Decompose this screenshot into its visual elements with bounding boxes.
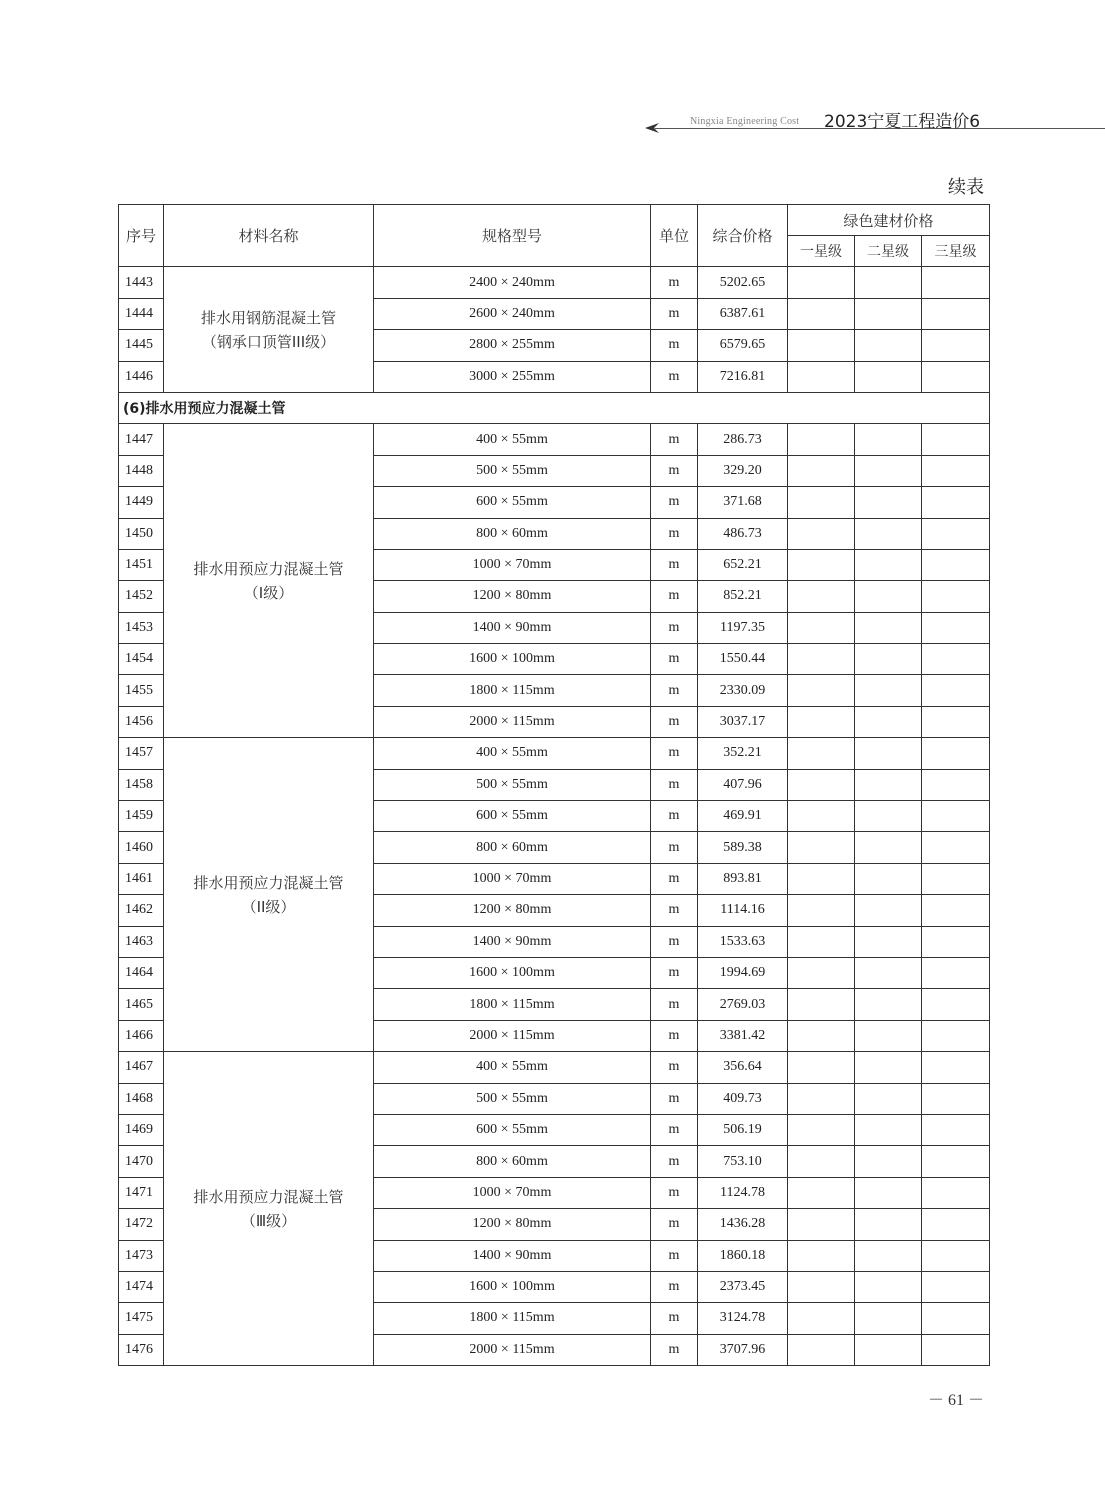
cell-unit: m xyxy=(651,895,698,926)
cell-spec: 2000 × 115mm xyxy=(374,1020,651,1051)
cell-spec: 600 × 55mm xyxy=(374,801,651,832)
cell-two-star xyxy=(855,267,922,298)
cell-unit: m xyxy=(651,455,698,486)
table-row xyxy=(119,267,990,298)
header-material-name: 材料名称 xyxy=(164,205,374,267)
cell-spec: 1800 × 115mm xyxy=(374,675,651,706)
cell-three-star xyxy=(922,424,990,455)
cell-one-star xyxy=(788,424,855,455)
cell-seq: 1473 xyxy=(119,1240,164,1271)
cell-one-star xyxy=(788,957,855,988)
cell-two-star xyxy=(855,1114,922,1145)
cell-seq: 1472 xyxy=(119,1209,164,1240)
header-two-star: 二星级 xyxy=(855,236,922,267)
cell-one-star xyxy=(788,895,855,926)
cell-one-star xyxy=(788,706,855,737)
material-price-table xyxy=(118,204,990,1366)
table-row xyxy=(119,1052,990,1083)
cell-price: 1550.44 xyxy=(698,644,788,675)
cell-unit: m xyxy=(651,1303,698,1334)
cell-unit: m xyxy=(651,1114,698,1145)
cell-price: 3707.96 xyxy=(698,1334,788,1365)
cell-unit: m xyxy=(651,675,698,706)
cell-seq: 1458 xyxy=(119,769,164,800)
cell-three-star xyxy=(922,1083,990,1114)
cell-seq: 1452 xyxy=(119,581,164,612)
cell-three-star xyxy=(922,518,990,549)
cell-unit: m xyxy=(651,1271,698,1302)
cell-one-star xyxy=(788,298,855,329)
cell-spec: 1800 × 115mm xyxy=(374,989,651,1020)
cell-three-star xyxy=(922,1177,990,1208)
material-name-line2: （I级） xyxy=(243,583,294,602)
header-one-star: 一星级 xyxy=(788,236,855,267)
cell-three-star xyxy=(922,644,990,675)
cell-price: 652.21 xyxy=(698,549,788,580)
cell-three-star xyxy=(922,1146,990,1177)
cell-three-star xyxy=(922,330,990,361)
cell-two-star xyxy=(855,1052,922,1083)
cell-unit: m xyxy=(651,957,698,988)
cell-one-star xyxy=(788,267,855,298)
cell-two-star xyxy=(855,361,922,392)
cell-three-star xyxy=(922,1209,990,1240)
cell-two-star xyxy=(855,644,922,675)
cell-spec: 1800 × 115mm xyxy=(374,1303,651,1334)
section-title: (6)排水用预应力混凝土管 xyxy=(119,392,990,423)
cell-spec: 1600 × 100mm xyxy=(374,644,651,675)
cell-seq: 1464 xyxy=(119,957,164,988)
cell-three-star xyxy=(922,1114,990,1145)
cell-seq: 1475 xyxy=(119,1303,164,1334)
cell-spec: 800 × 60mm xyxy=(374,832,651,863)
cell-spec: 1400 × 90mm xyxy=(374,1240,651,1271)
cell-price: 1994.69 xyxy=(698,957,788,988)
journal-english-title: Ningxia Engineering Cost xyxy=(690,116,800,127)
journal-chinese-title: 2023宁夏工程造价6 xyxy=(824,112,981,132)
cell-unit: m xyxy=(651,330,698,361)
cell-three-star xyxy=(922,863,990,894)
cell-three-star xyxy=(922,1240,990,1271)
cell-price: 356.64 xyxy=(698,1052,788,1083)
cell-unit: m xyxy=(651,1052,698,1083)
cell-unit: m xyxy=(651,1177,698,1208)
cell-two-star xyxy=(855,738,922,769)
header-price: 综合价格 xyxy=(698,205,788,267)
cell-spec: 600 × 55mm xyxy=(374,487,651,518)
cell-unit: m xyxy=(651,549,698,580)
cell-three-star xyxy=(922,675,990,706)
cell-two-star xyxy=(855,487,922,518)
cell-three-star xyxy=(922,612,990,643)
cell-one-star xyxy=(788,1240,855,1271)
cell-three-star xyxy=(922,895,990,926)
table-row xyxy=(119,424,990,455)
cell-one-star xyxy=(788,1052,855,1083)
cell-price: 893.81 xyxy=(698,863,788,894)
cell-one-star xyxy=(788,1083,855,1114)
cell-one-star xyxy=(788,1177,855,1208)
cell-seq: 1451 xyxy=(119,549,164,580)
cell-price: 329.20 xyxy=(698,455,788,486)
cell-spec: 500 × 55mm xyxy=(374,769,651,800)
cell-two-star xyxy=(855,801,922,832)
cell-one-star xyxy=(788,1020,855,1051)
cell-spec: 1200 × 80mm xyxy=(374,895,651,926)
cell-three-star xyxy=(922,455,990,486)
cell-two-star xyxy=(855,832,922,863)
cell-price: 1197.35 xyxy=(698,612,788,643)
cell-spec: 400 × 55mm xyxy=(374,1052,651,1083)
cell-unit: m xyxy=(651,863,698,894)
cell-two-star xyxy=(855,1271,922,1302)
cell-price: 2373.45 xyxy=(698,1271,788,1302)
material-name-line1: 排水用预应力混凝土管 xyxy=(193,873,344,892)
cell-price: 3124.78 xyxy=(698,1303,788,1334)
cell-spec: 2800 × 255mm xyxy=(374,330,651,361)
cell-price: 409.73 xyxy=(698,1083,788,1114)
cell-three-star xyxy=(922,738,990,769)
cell-unit: m xyxy=(651,1240,698,1271)
cell-seq: 1467 xyxy=(119,1052,164,1083)
cell-seq: 1446 xyxy=(119,361,164,392)
cell-two-star xyxy=(855,895,922,926)
cell-two-star xyxy=(855,989,922,1020)
cell-spec: 800 × 60mm xyxy=(374,518,651,549)
cell-seq: 1455 xyxy=(119,675,164,706)
cell-spec: 1000 × 70mm xyxy=(374,1177,651,1208)
material-name-line1: 排水用钢筋混凝土管 xyxy=(200,308,336,327)
cell-one-star xyxy=(788,455,855,486)
cell-unit: m xyxy=(651,1146,698,1177)
cell-two-star xyxy=(855,1240,922,1271)
cell-seq: 1448 xyxy=(119,455,164,486)
cell-seq: 1468 xyxy=(119,1083,164,1114)
cell-two-star xyxy=(855,612,922,643)
header-green-price: 绿色建材价格 xyxy=(788,205,990,236)
cell-unit: m xyxy=(651,612,698,643)
header-seq: 序号 xyxy=(119,205,164,267)
cell-seq: 1453 xyxy=(119,612,164,643)
cell-unit: m xyxy=(651,487,698,518)
cell-price: 1436.28 xyxy=(698,1209,788,1240)
cell-spec: 1400 × 90mm xyxy=(374,926,651,957)
arrow-left-icon xyxy=(645,122,659,134)
cell-seq: 1459 xyxy=(119,801,164,832)
cell-two-star xyxy=(855,298,922,329)
cell-material-name xyxy=(164,424,374,738)
cell-price: 3381.42 xyxy=(698,1020,788,1051)
cell-one-star xyxy=(788,1146,855,1177)
material-name-line2: （II级） xyxy=(241,897,296,916)
cell-three-star xyxy=(922,957,990,988)
cell-one-star xyxy=(788,644,855,675)
cell-unit: m xyxy=(651,989,698,1020)
cell-unit: m xyxy=(651,581,698,612)
cell-three-star xyxy=(922,1271,990,1302)
cell-three-star xyxy=(922,801,990,832)
cell-unit: m xyxy=(651,926,698,957)
cell-one-star xyxy=(788,1271,855,1302)
cell-two-star xyxy=(855,926,922,957)
cell-one-star xyxy=(788,769,855,800)
cell-spec: 2600 × 240mm xyxy=(374,298,651,329)
cell-one-star xyxy=(788,1334,855,1365)
cell-price: 2769.03 xyxy=(698,989,788,1020)
cell-one-star xyxy=(788,675,855,706)
cell-material-name xyxy=(164,267,374,393)
cell-seq: 1447 xyxy=(119,424,164,455)
cell-seq: 1463 xyxy=(119,926,164,957)
cell-one-star xyxy=(788,801,855,832)
cell-two-star xyxy=(855,581,922,612)
cell-three-star xyxy=(922,1020,990,1051)
cell-two-star xyxy=(855,863,922,894)
cell-three-star xyxy=(922,1303,990,1334)
cell-price: 589.38 xyxy=(698,832,788,863)
header-three-star: 三星级 xyxy=(922,236,990,267)
cell-seq: 1470 xyxy=(119,1146,164,1177)
cell-price: 469.91 xyxy=(698,801,788,832)
cell-spec: 1000 × 70mm xyxy=(374,863,651,894)
cell-spec: 500 × 55mm xyxy=(374,455,651,486)
cell-two-star xyxy=(855,1146,922,1177)
cell-unit: m xyxy=(651,298,698,329)
cell-price: 7216.81 xyxy=(698,361,788,392)
cell-two-star xyxy=(855,1177,922,1208)
cell-two-star xyxy=(855,769,922,800)
cell-one-star xyxy=(788,1209,855,1240)
cell-price: 1860.18 xyxy=(698,1240,788,1271)
cell-unit: m xyxy=(651,518,698,549)
cell-seq: 1474 xyxy=(119,1271,164,1302)
continued-table-label: 续表 xyxy=(948,177,984,198)
cell-price: 407.96 xyxy=(698,769,788,800)
material-name-line2: （Ⅲ级） xyxy=(240,1211,297,1230)
cell-three-star xyxy=(922,361,990,392)
cell-two-star xyxy=(855,1209,922,1240)
cell-spec: 1000 × 70mm xyxy=(374,549,651,580)
cell-two-star xyxy=(855,1083,922,1114)
cell-unit: m xyxy=(651,1209,698,1240)
cell-seq: 1444 xyxy=(119,298,164,329)
cell-one-star xyxy=(788,518,855,549)
cell-seq: 1471 xyxy=(119,1177,164,1208)
cell-price: 486.73 xyxy=(698,518,788,549)
cell-unit: m xyxy=(651,832,698,863)
cell-three-star xyxy=(922,298,990,329)
cell-seq: 1449 xyxy=(119,487,164,518)
cell-unit: m xyxy=(651,424,698,455)
table-body xyxy=(119,267,990,1366)
cell-price: 352.21 xyxy=(698,738,788,769)
cell-seq: 1465 xyxy=(119,989,164,1020)
header-spec: 规格型号 xyxy=(374,205,651,267)
cell-two-star xyxy=(855,1334,922,1365)
cell-one-star xyxy=(788,581,855,612)
cell-three-star xyxy=(922,1334,990,1365)
cell-price: 852.21 xyxy=(698,581,788,612)
cell-spec: 400 × 55mm xyxy=(374,424,651,455)
cell-two-star xyxy=(855,675,922,706)
cell-three-star xyxy=(922,989,990,1020)
cell-one-star xyxy=(788,612,855,643)
cell-spec: 600 × 55mm xyxy=(374,1114,651,1145)
cell-price: 371.68 xyxy=(698,487,788,518)
header-unit: 单位 xyxy=(651,205,698,267)
cell-unit: m xyxy=(651,1334,698,1365)
cell-spec: 800 × 60mm xyxy=(374,1146,651,1177)
cell-price: 506.19 xyxy=(698,1114,788,1145)
cell-unit: m xyxy=(651,267,698,298)
cell-price: 286.73 xyxy=(698,424,788,455)
cell-spec: 500 × 55mm xyxy=(374,1083,651,1114)
cell-three-star xyxy=(922,267,990,298)
cell-seq: 1469 xyxy=(119,1114,164,1145)
cell-price: 753.10 xyxy=(698,1146,788,1177)
cell-seq: 1460 xyxy=(119,832,164,863)
cell-one-star xyxy=(788,330,855,361)
cell-unit: m xyxy=(651,706,698,737)
cell-two-star xyxy=(855,1020,922,1051)
cell-one-star xyxy=(788,1114,855,1145)
cell-one-star xyxy=(788,487,855,518)
cell-spec: 2000 × 115mm xyxy=(374,1334,651,1365)
cell-unit: m xyxy=(651,1083,698,1114)
cell-three-star xyxy=(922,581,990,612)
cell-one-star xyxy=(788,926,855,957)
cell-two-star xyxy=(855,330,922,361)
cell-two-star xyxy=(855,1303,922,1334)
cell-three-star xyxy=(922,706,990,737)
cell-price: 1124.78 xyxy=(698,1177,788,1208)
cell-two-star xyxy=(855,706,922,737)
page-number: － 61 － xyxy=(928,1392,985,1409)
cell-unit: m xyxy=(651,1020,698,1051)
cell-two-star xyxy=(855,424,922,455)
cell-spec: 1200 × 80mm xyxy=(374,1209,651,1240)
cell-two-star xyxy=(855,549,922,580)
material-name-line1: 排水用预应力混凝土管 xyxy=(193,1187,344,1206)
cell-three-star xyxy=(922,1052,990,1083)
cell-seq: 1476 xyxy=(119,1334,164,1365)
cell-one-star xyxy=(788,863,855,894)
cell-unit: m xyxy=(651,769,698,800)
cell-spec: 3000 × 255mm xyxy=(374,361,651,392)
cell-unit: m xyxy=(651,801,698,832)
cell-seq: 1443 xyxy=(119,267,164,298)
cell-spec: 1200 × 80mm xyxy=(374,581,651,612)
cell-spec: 1600 × 100mm xyxy=(374,957,651,988)
section-row xyxy=(119,392,990,423)
table-row xyxy=(119,738,990,769)
cell-one-star xyxy=(788,1303,855,1334)
cell-unit: m xyxy=(651,738,698,769)
material-name-line2: （钢承口顶管III级） xyxy=(201,332,336,351)
cell-two-star xyxy=(855,518,922,549)
cell-price: 5202.65 xyxy=(698,267,788,298)
cell-price: 6579.65 xyxy=(698,330,788,361)
cell-material-name xyxy=(164,738,374,1052)
cell-seq: 1462 xyxy=(119,895,164,926)
cell-spec: 2000 × 115mm xyxy=(374,706,651,737)
cell-price: 6387.61 xyxy=(698,298,788,329)
cell-seq: 1456 xyxy=(119,706,164,737)
cell-three-star xyxy=(922,832,990,863)
cell-three-star xyxy=(922,769,990,800)
cell-spec: 1600 × 100mm xyxy=(374,1271,651,1302)
cell-three-star xyxy=(922,926,990,957)
cell-one-star xyxy=(788,549,855,580)
cell-seq: 1454 xyxy=(119,644,164,675)
cell-spec: 400 × 55mm xyxy=(374,738,651,769)
cell-seq: 1457 xyxy=(119,738,164,769)
cell-price: 1114.16 xyxy=(698,895,788,926)
cell-three-star xyxy=(922,549,990,580)
cell-price: 1533.63 xyxy=(698,926,788,957)
cell-seq: 1445 xyxy=(119,330,164,361)
cell-seq: 1461 xyxy=(119,863,164,894)
cell-two-star xyxy=(855,957,922,988)
cell-price: 3037.17 xyxy=(698,706,788,737)
cell-one-star xyxy=(788,361,855,392)
cell-spec: 1400 × 90mm xyxy=(374,612,651,643)
cell-unit: m xyxy=(651,644,698,675)
cell-seq: 1450 xyxy=(119,518,164,549)
cell-material-name xyxy=(164,1052,374,1366)
material-name-line1: 排水用预应力混凝土管 xyxy=(193,559,344,578)
cell-price: 2330.09 xyxy=(698,675,788,706)
cell-two-star xyxy=(855,455,922,486)
cell-three-star xyxy=(922,487,990,518)
cell-one-star xyxy=(788,989,855,1020)
cell-seq: 1466 xyxy=(119,1020,164,1051)
cell-one-star xyxy=(788,832,855,863)
cell-unit: m xyxy=(651,361,698,392)
cell-one-star xyxy=(788,738,855,769)
cell-spec: 2400 × 240mm xyxy=(374,267,651,298)
